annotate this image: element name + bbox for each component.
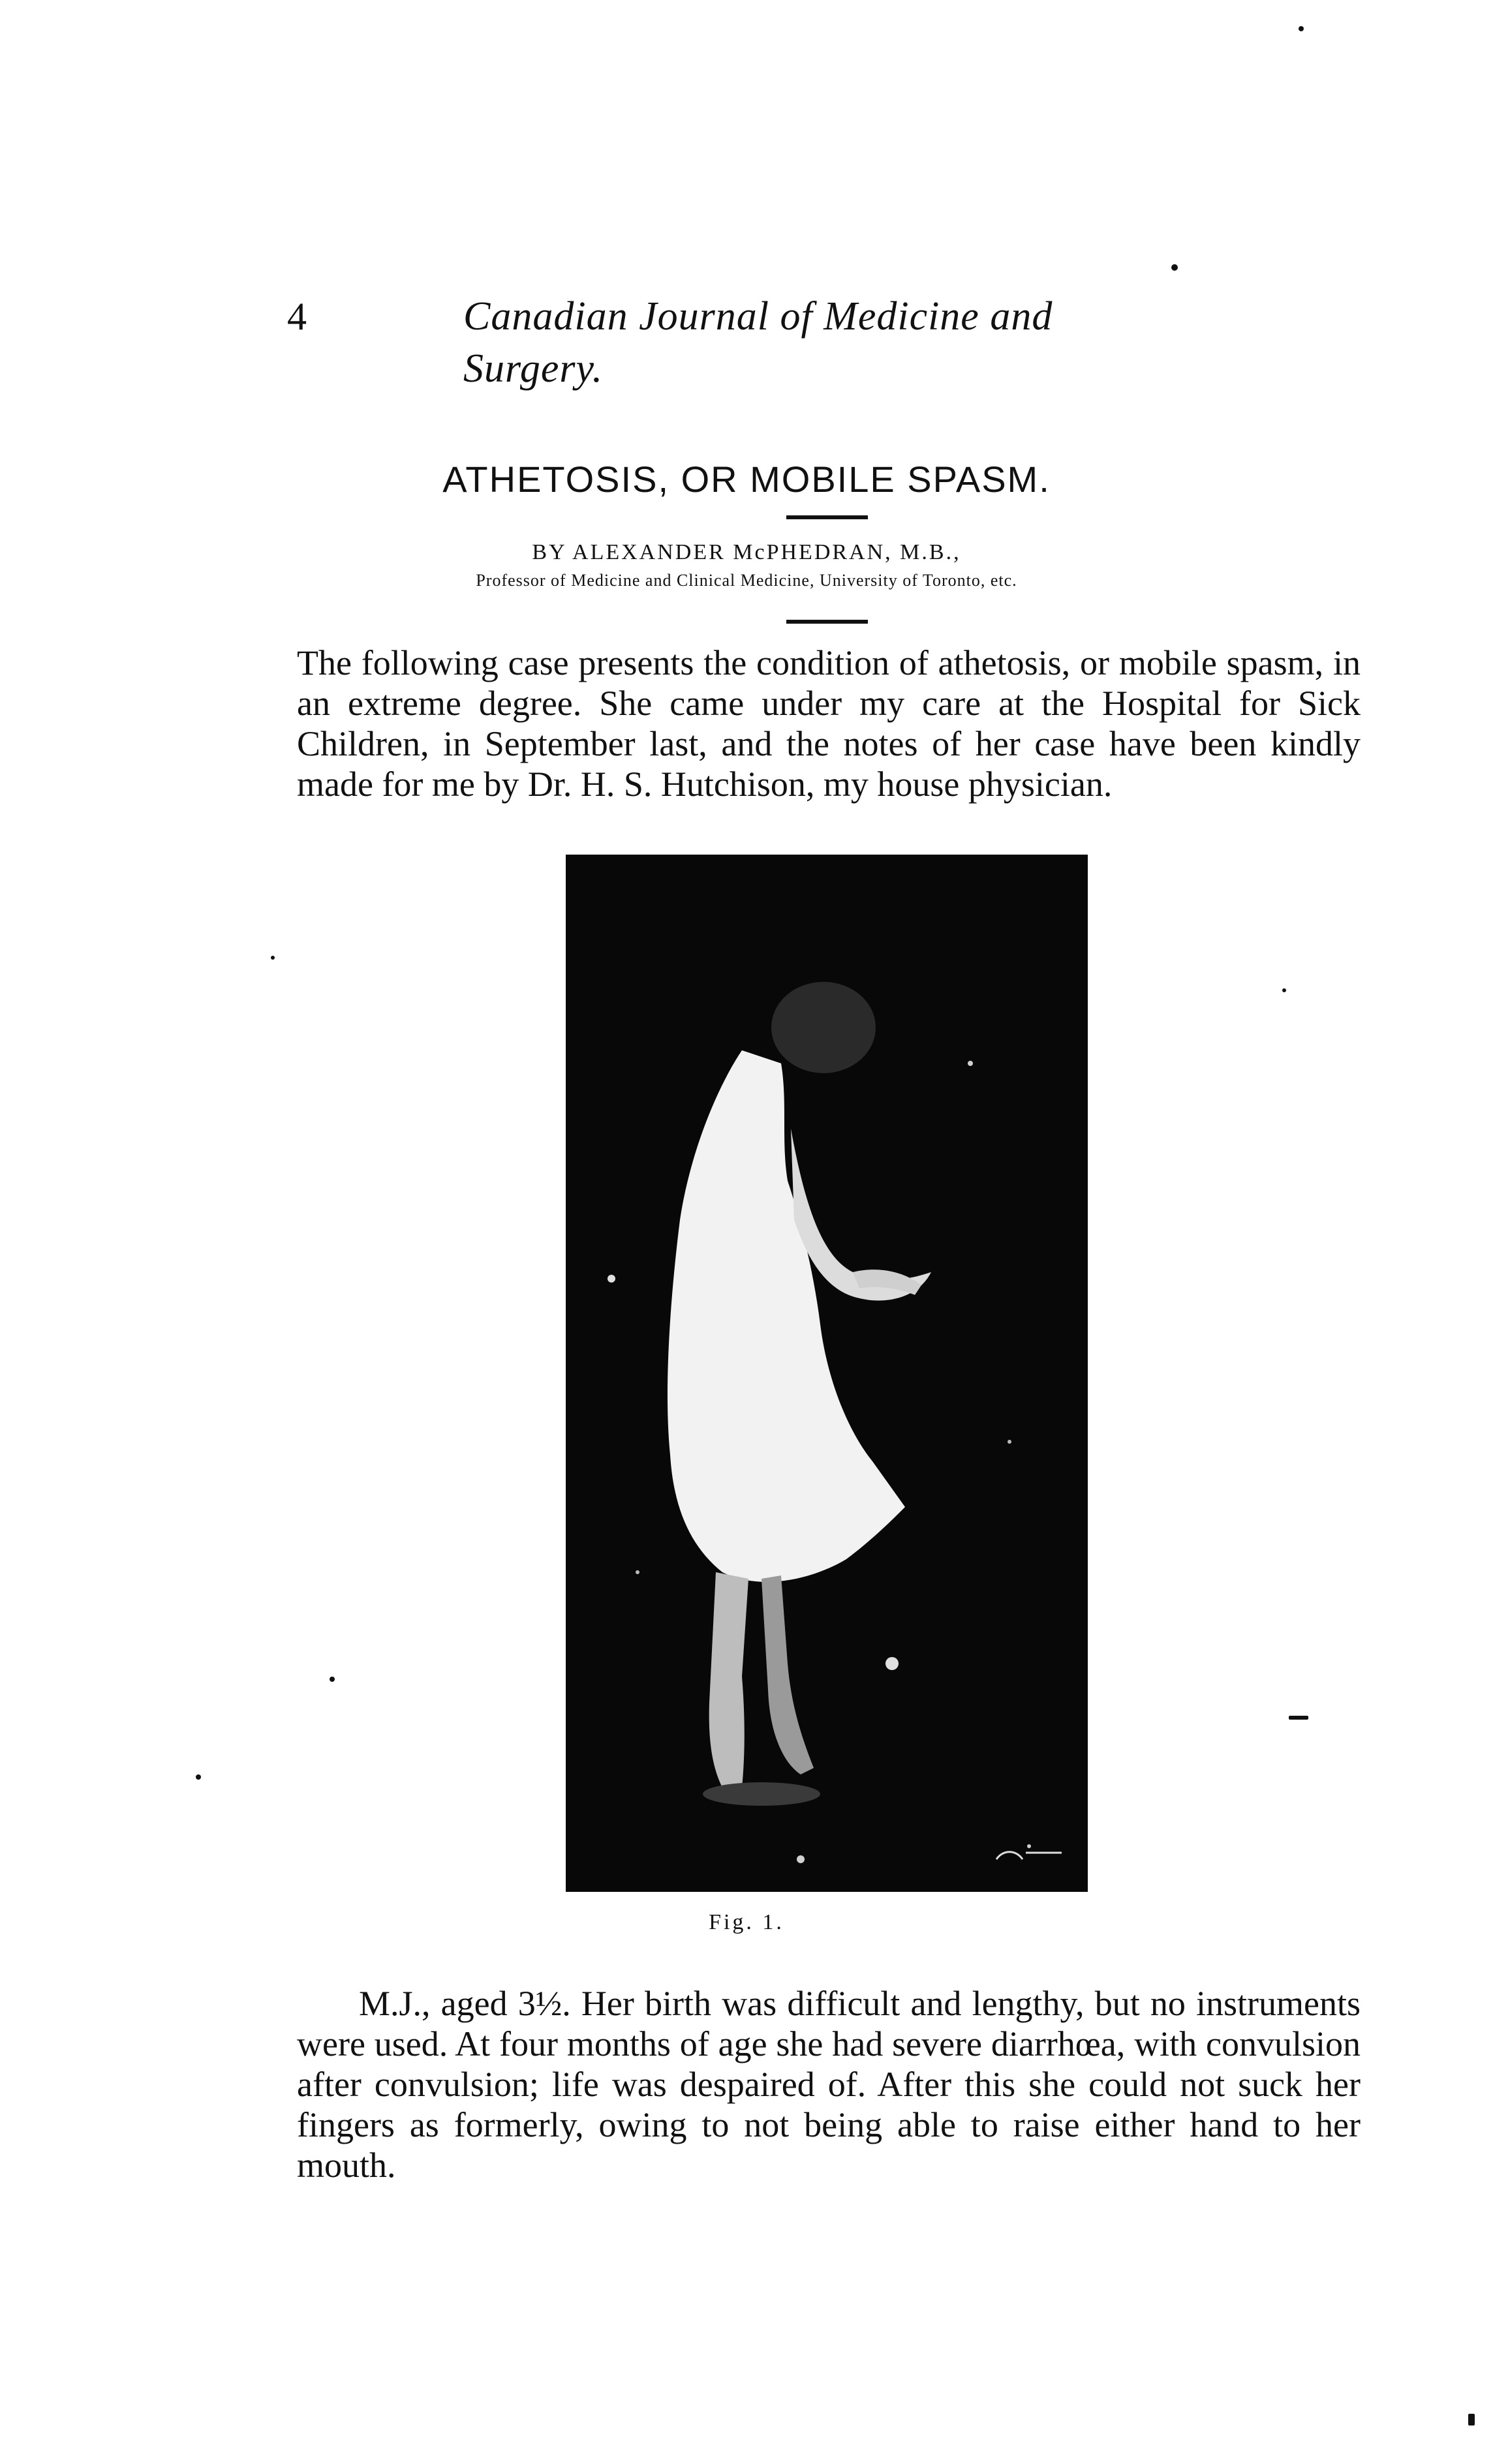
figure-caption: Fig. 1. (709, 1910, 784, 1934)
page-number: 4 (287, 295, 307, 338)
article-title: ATHETOSIS, OR MOBILE SPASM. (442, 459, 1051, 500)
figure-photograph (566, 855, 1088, 1892)
print-speck (1289, 1716, 1308, 1720)
body-paragraph-2: M.J., aged 3½. Her birth was difficult and lengthy, but no instruments were used. At four months of age she had severe diarrhœa, with convulsion after convulsion; life was despaired of. After this she could not suck her fingers as formerly, owing to not being able to raise either hand to her mouth. (297, 1984, 1361, 2185)
print-speck (196, 1774, 201, 1780)
print-speck (1468, 2414, 1475, 2426)
body-paragraph-1: The following case presents the condition of athetosis, or mobile spasm, in an extreme degree. She came under my care at the Hospital for Sick Children, in September last, and the notes of her case have been kindly made for me by Dr. H. S. Hutchison, my house physician. (297, 643, 1361, 804)
print-speck (1282, 988, 1286, 992)
print-speck (1299, 26, 1304, 31)
byline-rule (786, 620, 868, 624)
page-header (287, 290, 1194, 391)
photograph-icon (566, 855, 1088, 1892)
print-speck (1171, 264, 1178, 271)
print-speck (330, 1677, 335, 1682)
running-head: Canadian Journal of Medicine and Surgery. (463, 294, 1053, 391)
author-affiliation: Professor of Medicine and Clinical Medicine, University of Toronto, etc. (476, 571, 1017, 590)
title-rule (786, 515, 868, 519)
print-speck (271, 956, 275, 960)
author-byline: BY ALEXANDER McPHEDRAN, M.B., (532, 540, 961, 564)
